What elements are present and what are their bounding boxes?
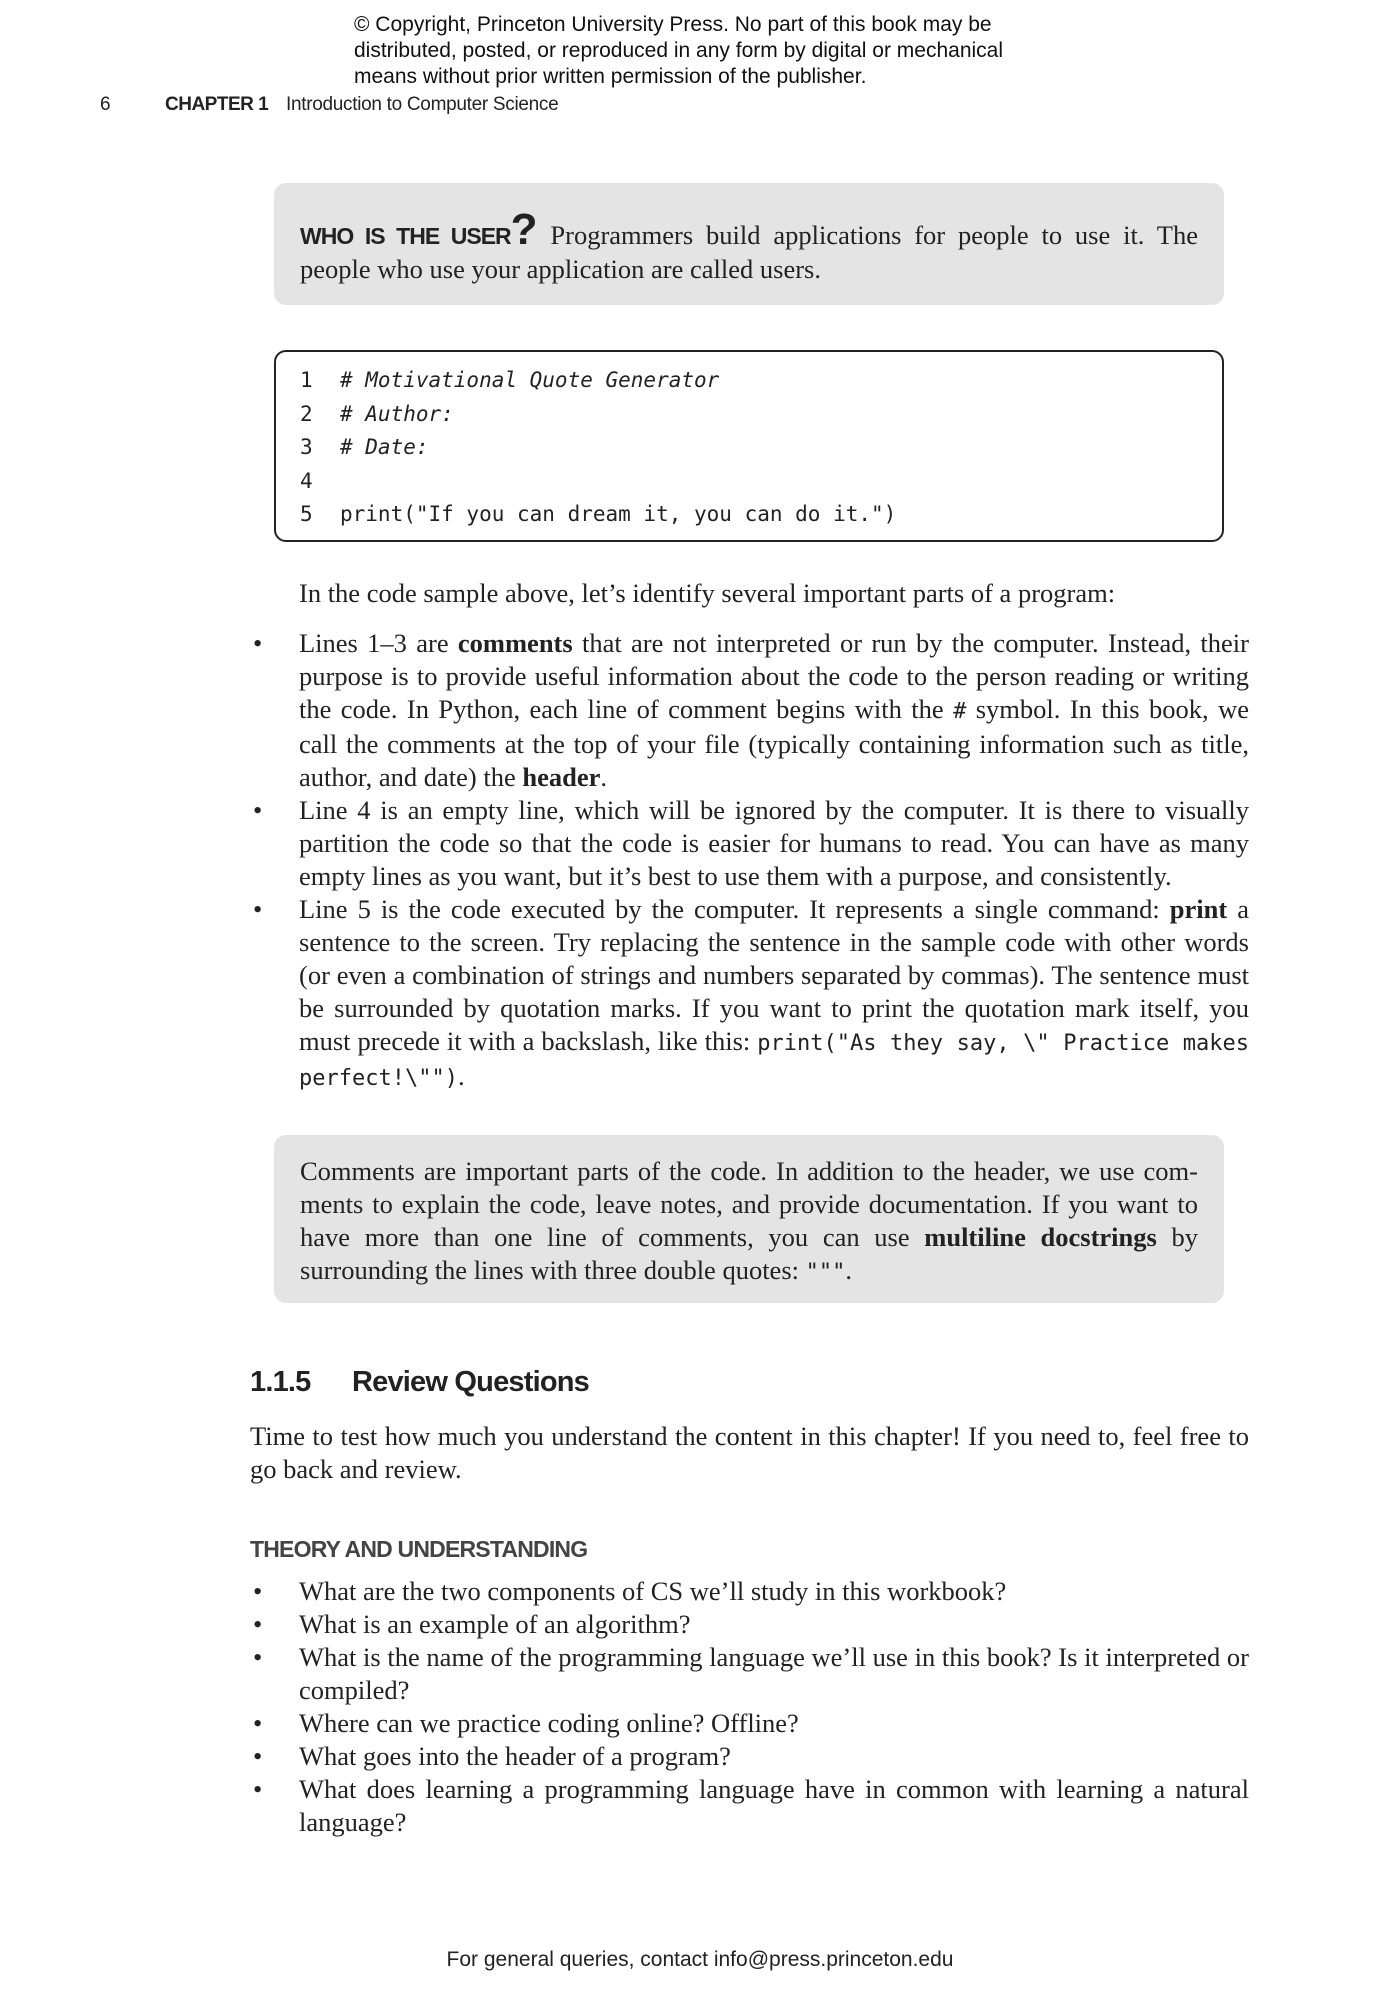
code-text: print("If you can dream it, you can do it.") xyxy=(340,502,897,526)
intro-paragraph: In the code sample above, let’s identify several important parts of a program: xyxy=(299,578,1116,608)
code-sample xyxy=(274,350,1224,542)
inline-code: """ xyxy=(805,1260,846,1285)
question-item: • Where can we practice coding online? Offline? xyxy=(299,1707,1249,1740)
who-is-the-user-callout xyxy=(274,183,1224,305)
copyright-notice xyxy=(354,12,1003,90)
line-number: 3 xyxy=(300,435,313,459)
bold-text: comments xyxy=(457,628,573,658)
copyright-line: means without prior written permission of the publisher. xyxy=(354,65,867,88)
inline-code: # xyxy=(953,699,967,724)
comments-callout xyxy=(274,1135,1224,1303)
callout-lead: WHO IS THE USER xyxy=(300,223,511,249)
line-number: 2 xyxy=(300,401,313,426)
subheading: THEORY AND UNDERSTANDING xyxy=(250,1536,588,1562)
chapter-title: Introduction to Computer Science xyxy=(286,94,559,115)
line-number: 1 xyxy=(300,368,313,392)
line-number: 4 xyxy=(300,468,313,493)
code-line xyxy=(300,364,1198,398)
bold-text: multiline docstrings xyxy=(924,1222,1157,1252)
list-item xyxy=(299,893,1249,1095)
question-item: • What is the name of the programming language we’ll use in this book? Is it interpreted or compiled? xyxy=(299,1641,1249,1707)
code-text: # Author: xyxy=(340,401,454,426)
copyright-line: © Copyright, Princeton University Press. No part of this book may be xyxy=(354,13,992,36)
text-span: . xyxy=(845,1255,852,1285)
text-span: by surrounding the lines with three double quotes: xyxy=(300,1222,1198,1285)
callout-text: Programmers build applications for people to use it. The people who use your application are called users. xyxy=(300,220,1198,284)
question-item: • What goes into the header of a program? xyxy=(299,1740,1249,1773)
review-questions xyxy=(299,1575,1249,1839)
code-line xyxy=(300,498,1198,532)
list-item xyxy=(299,627,1249,794)
inline-code: print("As they say, \" Practice makes perfect!\"") xyxy=(299,1031,1250,1091)
chapter-label: CHAPTER 1 xyxy=(165,94,269,115)
text-span: Line 5 is the code executed by the computer. It represents a single command: xyxy=(299,894,1170,924)
bold-text: print xyxy=(1169,894,1228,924)
footer-contact: For general queries, contact info@press.princeton.edu xyxy=(446,1948,954,1971)
code-text: # Motivational Quote Generator xyxy=(340,368,720,392)
code-line xyxy=(300,465,1198,499)
question-item: • What is an example of an algorithm? xyxy=(299,1608,1249,1641)
bold-text: header xyxy=(522,762,601,792)
text-span: Comments are important parts of the code. In addition to the header, we use comments to explain the code, leave notes, and provide documentation. If you want to have more than one line of comments, you can use xyxy=(300,1156,1198,1252)
text-span: symbol. In this book, we call the comments at the top of your file (typically containing information such as title, author, and date) the xyxy=(299,694,1249,792)
text-span: Lines 1–3 are xyxy=(299,628,458,658)
question-mark-icon: ? xyxy=(510,205,538,254)
text-span: . xyxy=(457,1061,465,1091)
line-number: 5 xyxy=(300,502,313,526)
text-span: . xyxy=(600,762,608,792)
section-number: 1.1.5 xyxy=(250,1366,311,1398)
explanation-list xyxy=(299,627,1249,1095)
text-span: that are not interpreted or run by the computer. Instead, their purpose is to provide useful information about the code to the person reading or writing the code. In Python, each line of comment begins with the xyxy=(299,628,1249,724)
section-title: Review Questions xyxy=(352,1366,589,1398)
page-number: 6 xyxy=(100,94,111,115)
question-item: • What are the two components of CS we’ll study in this workbook? xyxy=(299,1575,1249,1608)
question-item: • What does learning a programming language have in common with learning a natural language? xyxy=(299,1773,1249,1839)
code-text: # Date: xyxy=(340,435,429,459)
section-intro: Time to test how much you understand the content in this chapter! If you need to, feel free to go back and review. xyxy=(250,1421,1249,1484)
copyright-line: distributed, posted, or reproduced in any form by digital or mechanical xyxy=(354,39,1004,62)
text-span: a sentence to the screen. Try replacing the sentence in the sample code with other words (or even a combination of strings and numbers separated by commas). The sentence must be surrounded by quotation marks. If you want to print the quotation mark itself, you must precede it with a backslash, like this: xyxy=(299,894,1249,1056)
code-line xyxy=(300,398,1198,432)
section-heading xyxy=(250,1366,589,1399)
code-line xyxy=(300,431,1198,465)
list-item: • Line 4 is an empty line, which will be ignored by the computer. It is there to visually partition the code so that the code is easier for humans to read. You can have as many empty lines as you want, but it’s best to use them with a purpose, and consistently. xyxy=(299,794,1249,893)
